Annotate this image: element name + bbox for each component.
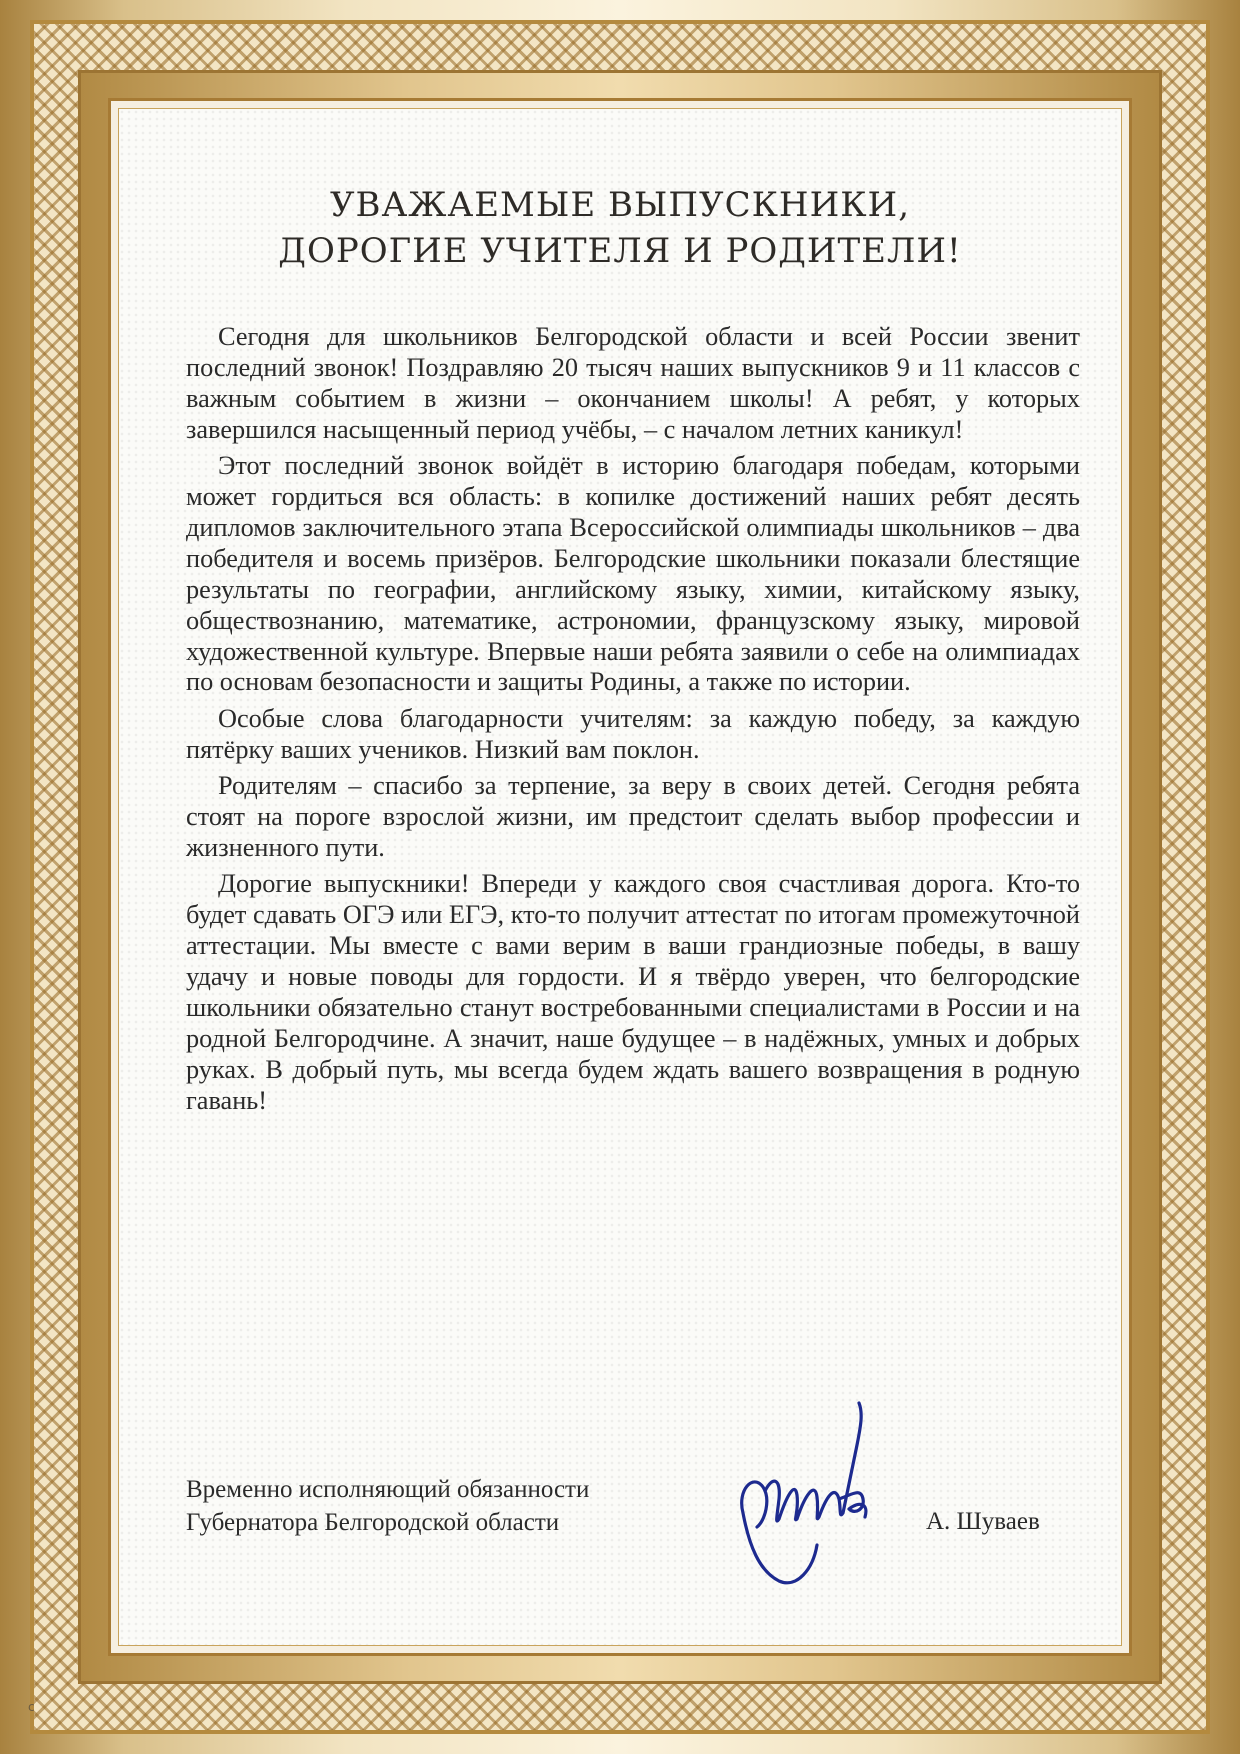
paragraph-5: Дорогие выпускники! Впереди у каждого своя счастливая дорога. Кто-то будет сдавать ОГЭ или ЕГЭ, кто-то получит аттестат по итогам промежуточной аттестации. Мы вместе с вами верим в ваши грандиозные победы, в вашу удачу и новые поводы для гордости. И я твёрдо уверен, что белгородские школьники обязательно станут востребованными специалистами в России и на родной Белгородчине. А значит, наше будущее – в надёжных, умных и добрых руках. В добрый путь, мы всегда будем ждать вашего возвращения в родную гавань! [186, 869, 1080, 1115]
heading-line-1: УВАЖАЕМЫЕ ВЫПУСКНИКИ, [329, 185, 911, 225]
heading-line-2: ДОРОГИЕ УЧИТЕЛЯ И РОДИТЕЛИ! [278, 231, 962, 271]
letter-body [186, 322, 1080, 1122]
paragraph-3: Особые слова благодарности учителям: за каждую победу, за каждую пятёрку ваших учеников. Низкий вам поклон. [186, 703, 1080, 764]
signatory-name: А. Шуваев [926, 1508, 1040, 1535]
position-line-2: Губернатора Белгородской области [186, 1509, 560, 1536]
paragraph-4: Родителям – спасибо за терпение, за веру в своих детей. Сегодня ребята стоят на пороге взрослой жизни, им предстоит сделать выбор профессии и жизненного пути. [186, 771, 1080, 862]
signatory-position [186, 1473, 589, 1539]
paragraph-2: Этот последний звонок войдёт в историю благодаря победам, которыми может гордиться вся область: в копилке достижений наших ребят десять дипломов заключительного этапа Всероссийской олимпиады школьников – два победителя и восемь призёров. Белгородские школьники показали блестящие результаты по географии, английскому языку, химии, китайскому языку, обществознанию, математике, астрономии, французскому языку, мировой художественной культуре. Впервые наши ребята заявили о себе на олимпиадах по основам безопасности и защиты Родины, а также по истории. [186, 451, 1080, 697]
handwritten-signature [735, 1395, 915, 1595]
corner-mark: с [28, 1700, 35, 1714]
paragraph-1: Сегодня для школьников Белгородской области и всей России звенит последний звонок! Поздравляю 20 тысяч наших выпускников 9 и 11 классов с важным событием в жизни – окончанием школы! А ребят, у которых завершился насыщенный период учёбы, – с началом летних каникул! [186, 322, 1080, 444]
position-line-1: Временно исполняющий обязанности [186, 1476, 590, 1503]
